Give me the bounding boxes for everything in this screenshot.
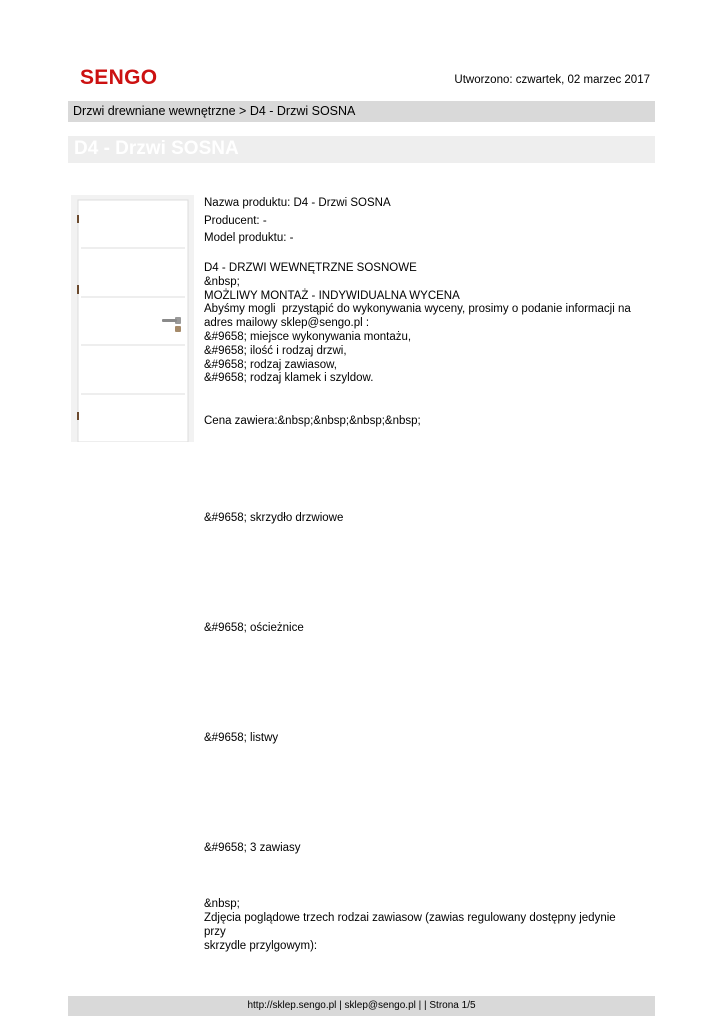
included-item: &#9658; ościeżnice (204, 622, 304, 634)
product-attributes (204, 195, 634, 248)
included-item: &#9658; skrzydło drzwiowe (204, 512, 344, 524)
included-item: &#9658; 3 zawiasy (204, 842, 301, 854)
attribute-model: Model produktu: - (204, 232, 294, 244)
description-line: Abyśmy mogli przystąpić do wykonywania wyceny, prosimy o podanie informacji na (204, 303, 631, 316)
brand-logo-text: SENGO (80, 66, 158, 89)
created-date: Utworzono: czwartek, 02 marzec 2017 (454, 74, 650, 86)
breadcrumb: Drzwi drewniane wewnętrzne > D4 - Drzwi SOSNA (68, 101, 655, 122)
note-line: &nbsp; (204, 898, 240, 910)
description-line: &#9658; miejsce wykonywania montażu, (204, 330, 412, 343)
description-line: MOŻLIWY MONTAŻ - INDYWIDUALNA WYCENA (204, 289, 460, 302)
product-description (204, 262, 634, 386)
description-line: D4 - DRZWI WEWNĘTRZNE SOSNOWE (204, 262, 417, 274)
description-line: &#9658; ilość i rodzaj drzwi, (204, 344, 347, 357)
description-line: &#9658; rodzaj klamek i szyldow. (204, 372, 374, 385)
included-item: &#9658; listwy (204, 732, 279, 744)
attribute-manufacturer: Producent: - (204, 214, 267, 227)
page-footer: http://sklep.sengo.pl | sklep@sengo.pl | | Strona 1/5 (68, 996, 655, 1016)
page-title: D4 - Drzwi SOSNA (68, 136, 655, 163)
description-line: &nbsp; (204, 275, 240, 288)
note-line: Zdjęcia poglądowe trzech rodzai zawiasow (zawias regulowany dostępny jedynie przy (204, 912, 616, 938)
description-line: adres mailowy sklep@sengo.pl : (204, 317, 370, 330)
price-includes-label: Cena zawiera:&nbsp;&nbsp;&nbsp;&nbsp; (204, 415, 421, 427)
hinges-photo-note (204, 897, 634, 953)
door-product-image (71, 195, 194, 442)
note-line: skrzydle przylgowym): (204, 940, 318, 952)
attribute-product-name: Nazwa produktu: D4 - Drzwi SOSNA (204, 197, 391, 209)
description-line: &#9658; rodzaj zawiasow, (204, 358, 337, 371)
